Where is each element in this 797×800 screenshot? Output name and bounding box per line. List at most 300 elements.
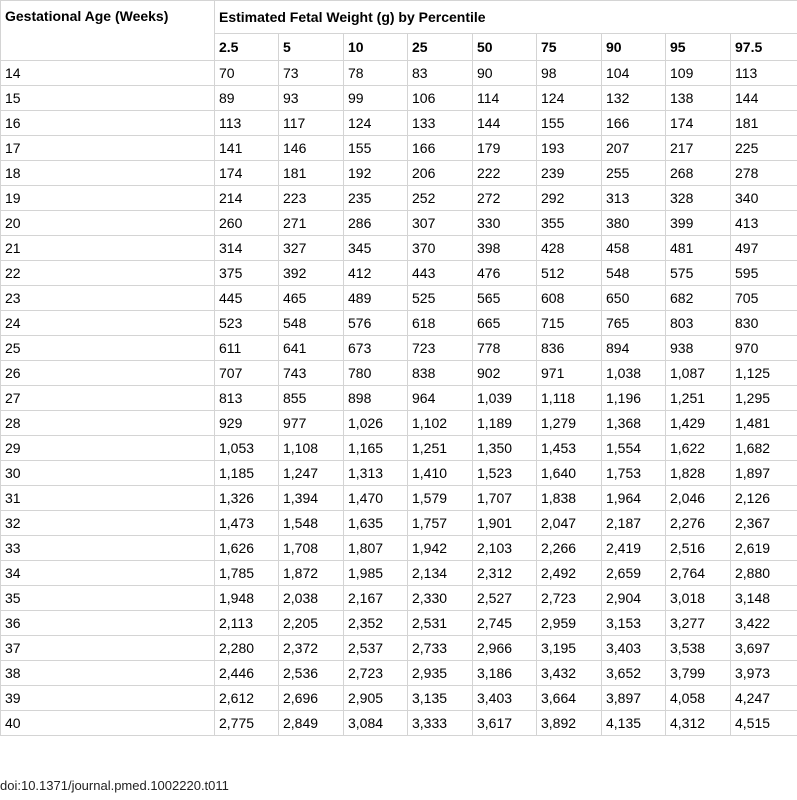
weight-cell: 2,492 bbox=[537, 561, 602, 586]
weight-cell: 1,753 bbox=[602, 461, 666, 486]
weight-cell: 525 bbox=[408, 286, 473, 311]
weight-cell: 117 bbox=[279, 111, 344, 136]
weight-cell: 3,333 bbox=[408, 711, 473, 736]
weight-cell: 155 bbox=[344, 136, 408, 161]
weight-cell: 489 bbox=[344, 286, 408, 311]
weight-cell: 98 bbox=[537, 61, 602, 86]
weight-cell: 2,047 bbox=[537, 511, 602, 536]
percentile-header-cell: 25 bbox=[408, 34, 473, 61]
weight-cell: 1,196 bbox=[602, 386, 666, 411]
weight-cell: 166 bbox=[602, 111, 666, 136]
weight-cell: 2,935 bbox=[408, 661, 473, 686]
weight-cell: 1,635 bbox=[344, 511, 408, 536]
table-row bbox=[1, 111, 797, 136]
weight-cell: 2,619 bbox=[731, 536, 797, 561]
weight-cell: 174 bbox=[215, 161, 279, 186]
weight-cell: 1,108 bbox=[279, 436, 344, 461]
weight-cell: 2,330 bbox=[408, 586, 473, 611]
weight-cell: 1,368 bbox=[602, 411, 666, 436]
weight-cell: 665 bbox=[473, 311, 537, 336]
weight-cell: 2,905 bbox=[344, 686, 408, 711]
weight-cell: 1,682 bbox=[731, 436, 797, 461]
weight-cell: 179 bbox=[473, 136, 537, 161]
weight-cell: 2,038 bbox=[279, 586, 344, 611]
weight-cell: 1,039 bbox=[473, 386, 537, 411]
week-cell: 30 bbox=[1, 461, 215, 486]
table-row bbox=[1, 411, 797, 436]
weight-cell: 1,708 bbox=[279, 536, 344, 561]
weight-cell: 2,266 bbox=[537, 536, 602, 561]
weight-cell: 971 bbox=[537, 361, 602, 386]
weight-cell: 481 bbox=[666, 236, 731, 261]
weight-cell: 109 bbox=[666, 61, 731, 86]
weight-cell: 2,659 bbox=[602, 561, 666, 586]
weight-cell: 1,350 bbox=[473, 436, 537, 461]
weight-cell: 618 bbox=[408, 311, 473, 336]
weight-cell: 399 bbox=[666, 211, 731, 236]
weight-cell: 2,880 bbox=[731, 561, 797, 586]
table-header bbox=[1, 1, 797, 61]
weight-cell: 2,372 bbox=[279, 636, 344, 661]
weight-cell: 3,084 bbox=[344, 711, 408, 736]
weight-cell: 813 bbox=[215, 386, 279, 411]
percentile-header-cell: 10 bbox=[344, 34, 408, 61]
weight-cell: 124 bbox=[537, 86, 602, 111]
weight-cell: 977 bbox=[279, 411, 344, 436]
weight-cell: 4,515 bbox=[731, 711, 797, 736]
weight-cell: 3,403 bbox=[473, 686, 537, 711]
weight-cell: 2,205 bbox=[279, 611, 344, 636]
weight-cell: 328 bbox=[666, 186, 731, 211]
weight-cell: 1,707 bbox=[473, 486, 537, 511]
weight-cell: 2,733 bbox=[408, 636, 473, 661]
table-row bbox=[1, 536, 797, 561]
weight-cell: 2,113 bbox=[215, 611, 279, 636]
weight-cell: 106 bbox=[408, 86, 473, 111]
table-row bbox=[1, 61, 797, 86]
weight-cell: 3,432 bbox=[537, 661, 602, 686]
weight-cell: 1,626 bbox=[215, 536, 279, 561]
gestational-age-header: Gestational Age (Weeks) bbox=[1, 1, 215, 61]
weight-cell: 445 bbox=[215, 286, 279, 311]
weight-cell: 673 bbox=[344, 336, 408, 361]
weight-cell: 1,247 bbox=[279, 461, 344, 486]
weight-cell: 392 bbox=[279, 261, 344, 286]
weight-cell: 938 bbox=[666, 336, 731, 361]
weight-cell: 217 bbox=[666, 136, 731, 161]
weight-cell: 428 bbox=[537, 236, 602, 261]
weight-cell: 548 bbox=[279, 311, 344, 336]
table-row bbox=[1, 236, 797, 261]
weight-cell: 3,018 bbox=[666, 586, 731, 611]
weight-cell: 181 bbox=[279, 161, 344, 186]
table-row bbox=[1, 711, 797, 736]
weight-cell: 3,538 bbox=[666, 636, 731, 661]
weight-cell: 398 bbox=[473, 236, 537, 261]
week-cell: 15 bbox=[1, 86, 215, 111]
weight-cell: 898 bbox=[344, 386, 408, 411]
weight-cell: 458 bbox=[602, 236, 666, 261]
weight-cell: 964 bbox=[408, 386, 473, 411]
week-cell: 16 bbox=[1, 111, 215, 136]
weight-cell: 838 bbox=[408, 361, 473, 386]
weight-cell: 1,872 bbox=[279, 561, 344, 586]
weight-cell: 345 bbox=[344, 236, 408, 261]
weight-cell: 3,892 bbox=[537, 711, 602, 736]
weight-cell: 380 bbox=[602, 211, 666, 236]
weight-cell: 3,897 bbox=[602, 686, 666, 711]
weight-cell: 2,367 bbox=[731, 511, 797, 536]
table-row bbox=[1, 261, 797, 286]
weight-cell: 548 bbox=[602, 261, 666, 286]
weight-cell: 929 bbox=[215, 411, 279, 436]
weight-cell: 2,537 bbox=[344, 636, 408, 661]
weight-cell: 1,125 bbox=[731, 361, 797, 386]
weight-cell: 2,531 bbox=[408, 611, 473, 636]
weight-cell: 2,134 bbox=[408, 561, 473, 586]
weight-cell: 1,118 bbox=[537, 386, 602, 411]
weight-cell: 4,058 bbox=[666, 686, 731, 711]
week-cell: 25 bbox=[1, 336, 215, 361]
weight-cell: 412 bbox=[344, 261, 408, 286]
weight-cell: 855 bbox=[279, 386, 344, 411]
table-row bbox=[1, 86, 797, 111]
weight-cell: 1,523 bbox=[473, 461, 537, 486]
weight-cell: 2,904 bbox=[602, 586, 666, 611]
weight-cell: 1,473 bbox=[215, 511, 279, 536]
weight-cell: 375 bbox=[215, 261, 279, 286]
week-cell: 23 bbox=[1, 286, 215, 311]
weight-cell: 3,195 bbox=[537, 636, 602, 661]
weight-cell: 1,897 bbox=[731, 461, 797, 486]
weight-cell: 133 bbox=[408, 111, 473, 136]
weight-cell: 1,189 bbox=[473, 411, 537, 436]
weight-cell: 1,251 bbox=[408, 436, 473, 461]
week-cell: 38 bbox=[1, 661, 215, 686]
weight-cell: 2,516 bbox=[666, 536, 731, 561]
weight-cell: 1,026 bbox=[344, 411, 408, 436]
weight-cell: 682 bbox=[666, 286, 731, 311]
weight-cell: 1,185 bbox=[215, 461, 279, 486]
weight-cell: 497 bbox=[731, 236, 797, 261]
weight-cell: 3,973 bbox=[731, 661, 797, 686]
weight-cell: 1,102 bbox=[408, 411, 473, 436]
weight-cell: 235 bbox=[344, 186, 408, 211]
weight-cell: 1,807 bbox=[344, 536, 408, 561]
weight-cell: 207 bbox=[602, 136, 666, 161]
percentile-group-header: Estimated Fetal Weight (g) by Percentile bbox=[215, 1, 797, 34]
weight-cell: 2,775 bbox=[215, 711, 279, 736]
weight-cell: 2,312 bbox=[473, 561, 537, 586]
weight-cell: 1,470 bbox=[344, 486, 408, 511]
weight-cell: 1,326 bbox=[215, 486, 279, 511]
weight-cell: 1,757 bbox=[408, 511, 473, 536]
weight-cell: 2,849 bbox=[279, 711, 344, 736]
weight-cell: 2,126 bbox=[731, 486, 797, 511]
weight-cell: 2,959 bbox=[537, 611, 602, 636]
weight-cell: 2,745 bbox=[473, 611, 537, 636]
weight-cell: 73 bbox=[279, 61, 344, 86]
weight-cell: 576 bbox=[344, 311, 408, 336]
week-cell: 27 bbox=[1, 386, 215, 411]
weight-cell: 2,187 bbox=[602, 511, 666, 536]
weight-cell: 2,103 bbox=[473, 536, 537, 561]
doi-caption: doi:10.1371/journal.pmed.1002220.t011 bbox=[0, 778, 229, 793]
table-row bbox=[1, 511, 797, 536]
weight-cell: 3,277 bbox=[666, 611, 731, 636]
weight-cell: 370 bbox=[408, 236, 473, 261]
weight-cell: 138 bbox=[666, 86, 731, 111]
week-cell: 31 bbox=[1, 486, 215, 511]
weight-cell: 1,453 bbox=[537, 436, 602, 461]
weight-cell: 1,313 bbox=[344, 461, 408, 486]
week-cell: 14 bbox=[1, 61, 215, 86]
table-row bbox=[1, 161, 797, 186]
weight-cell: 3,403 bbox=[602, 636, 666, 661]
table-row bbox=[1, 186, 797, 211]
weight-cell: 2,723 bbox=[537, 586, 602, 611]
percentile-header-cell: 90 bbox=[602, 34, 666, 61]
weight-cell: 3,617 bbox=[473, 711, 537, 736]
weight-cell: 778 bbox=[473, 336, 537, 361]
weight-cell: 970 bbox=[731, 336, 797, 361]
weight-cell: 83 bbox=[408, 61, 473, 86]
week-cell: 28 bbox=[1, 411, 215, 436]
weight-cell: 443 bbox=[408, 261, 473, 286]
week-cell: 18 bbox=[1, 161, 215, 186]
weight-cell: 239 bbox=[537, 161, 602, 186]
weight-cell: 1,622 bbox=[666, 436, 731, 461]
weight-cell: 144 bbox=[731, 86, 797, 111]
weight-cell: 705 bbox=[731, 286, 797, 311]
table-row bbox=[1, 361, 797, 386]
percentile-header-cell: 50 bbox=[473, 34, 537, 61]
weight-cell: 2,280 bbox=[215, 636, 279, 661]
weight-cell: 3,186 bbox=[473, 661, 537, 686]
percentile-header-cell: 75 bbox=[537, 34, 602, 61]
weight-cell: 1,279 bbox=[537, 411, 602, 436]
weight-cell: 1,901 bbox=[473, 511, 537, 536]
weight-cell: 340 bbox=[731, 186, 797, 211]
table-row bbox=[1, 661, 797, 686]
weight-cell: 836 bbox=[537, 336, 602, 361]
weight-cell: 2,352 bbox=[344, 611, 408, 636]
weight-cell: 223 bbox=[279, 186, 344, 211]
table-row bbox=[1, 611, 797, 636]
weight-cell: 272 bbox=[473, 186, 537, 211]
weight-cell: 743 bbox=[279, 361, 344, 386]
weight-cell: 93 bbox=[279, 86, 344, 111]
weight-cell: 2,419 bbox=[602, 536, 666, 561]
weight-cell: 1,251 bbox=[666, 386, 731, 411]
weight-cell: 611 bbox=[215, 336, 279, 361]
table-row bbox=[1, 386, 797, 411]
weight-cell: 193 bbox=[537, 136, 602, 161]
weight-cell: 252 bbox=[408, 186, 473, 211]
weight-cell: 2,764 bbox=[666, 561, 731, 586]
weight-cell: 155 bbox=[537, 111, 602, 136]
weight-cell: 3,664 bbox=[537, 686, 602, 711]
weight-cell: 206 bbox=[408, 161, 473, 186]
weight-cell: 255 bbox=[602, 161, 666, 186]
weight-cell: 141 bbox=[215, 136, 279, 161]
weight-cell: 707 bbox=[215, 361, 279, 386]
table-body bbox=[1, 61, 797, 736]
table-row bbox=[1, 586, 797, 611]
weight-cell: 104 bbox=[602, 61, 666, 86]
weight-cell: 327 bbox=[279, 236, 344, 261]
weight-cell: 1,165 bbox=[344, 436, 408, 461]
week-cell: 35 bbox=[1, 586, 215, 611]
weight-cell: 3,652 bbox=[602, 661, 666, 686]
weight-cell: 765 bbox=[602, 311, 666, 336]
weight-cell: 803 bbox=[666, 311, 731, 336]
weight-cell: 222 bbox=[473, 161, 537, 186]
weight-cell: 4,247 bbox=[731, 686, 797, 711]
weight-cell: 313 bbox=[602, 186, 666, 211]
weight-cell: 89 bbox=[215, 86, 279, 111]
header-row-top bbox=[1, 1, 797, 34]
weight-cell: 1,942 bbox=[408, 536, 473, 561]
weight-cell: 1,038 bbox=[602, 361, 666, 386]
weight-cell: 99 bbox=[344, 86, 408, 111]
table-row bbox=[1, 336, 797, 361]
weight-cell: 3,697 bbox=[731, 636, 797, 661]
weight-cell: 268 bbox=[666, 161, 731, 186]
weight-cell: 4,312 bbox=[666, 711, 731, 736]
table-row bbox=[1, 461, 797, 486]
weight-cell: 1,640 bbox=[537, 461, 602, 486]
week-cell: 26 bbox=[1, 361, 215, 386]
percentile-header-cell: 95 bbox=[666, 34, 731, 61]
week-cell: 19 bbox=[1, 186, 215, 211]
weight-cell: 608 bbox=[537, 286, 602, 311]
weight-cell: 476 bbox=[473, 261, 537, 286]
weight-cell: 1,429 bbox=[666, 411, 731, 436]
weight-cell: 723 bbox=[408, 336, 473, 361]
weight-cell: 124 bbox=[344, 111, 408, 136]
weight-cell: 1,394 bbox=[279, 486, 344, 511]
weight-cell: 650 bbox=[602, 286, 666, 311]
weight-cell: 1,948 bbox=[215, 586, 279, 611]
week-cell: 22 bbox=[1, 261, 215, 286]
weight-cell: 565 bbox=[473, 286, 537, 311]
week-cell: 24 bbox=[1, 311, 215, 336]
weight-cell: 278 bbox=[731, 161, 797, 186]
weight-cell: 146 bbox=[279, 136, 344, 161]
weight-cell: 113 bbox=[731, 61, 797, 86]
weight-cell: 715 bbox=[537, 311, 602, 336]
weight-cell: 2,723 bbox=[344, 661, 408, 686]
weight-cell: 830 bbox=[731, 311, 797, 336]
weight-cell: 1,579 bbox=[408, 486, 473, 511]
week-cell: 37 bbox=[1, 636, 215, 661]
weight-cell: 192 bbox=[344, 161, 408, 186]
weight-cell: 3,135 bbox=[408, 686, 473, 711]
weight-cell: 641 bbox=[279, 336, 344, 361]
weight-cell: 90 bbox=[473, 61, 537, 86]
weight-cell: 174 bbox=[666, 111, 731, 136]
weight-cell: 1,295 bbox=[731, 386, 797, 411]
table-row bbox=[1, 311, 797, 336]
table-row bbox=[1, 211, 797, 236]
table-row bbox=[1, 286, 797, 311]
weight-cell: 113 bbox=[215, 111, 279, 136]
weight-cell: 292 bbox=[537, 186, 602, 211]
weight-cell: 70 bbox=[215, 61, 279, 86]
weight-cell: 3,148 bbox=[731, 586, 797, 611]
weight-cell: 2,696 bbox=[279, 686, 344, 711]
table-row bbox=[1, 136, 797, 161]
weight-cell: 1,053 bbox=[215, 436, 279, 461]
week-cell: 34 bbox=[1, 561, 215, 586]
weight-cell: 132 bbox=[602, 86, 666, 111]
weight-cell: 314 bbox=[215, 236, 279, 261]
weight-cell: 894 bbox=[602, 336, 666, 361]
table-row bbox=[1, 436, 797, 461]
weight-cell: 2,612 bbox=[215, 686, 279, 711]
weight-cell: 307 bbox=[408, 211, 473, 236]
weight-cell: 114 bbox=[473, 86, 537, 111]
weight-cell: 523 bbox=[215, 311, 279, 336]
weight-cell: 78 bbox=[344, 61, 408, 86]
weight-cell: 1,087 bbox=[666, 361, 731, 386]
weight-cell: 2,966 bbox=[473, 636, 537, 661]
weight-cell: 144 bbox=[473, 111, 537, 136]
weight-cell: 181 bbox=[731, 111, 797, 136]
weight-cell: 355 bbox=[537, 211, 602, 236]
weight-cell: 330 bbox=[473, 211, 537, 236]
week-cell: 33 bbox=[1, 536, 215, 561]
weight-cell: 1,828 bbox=[666, 461, 731, 486]
week-cell: 39 bbox=[1, 686, 215, 711]
percentile-header-cell: 97.5 bbox=[731, 34, 797, 61]
week-cell: 20 bbox=[1, 211, 215, 236]
weight-cell: 575 bbox=[666, 261, 731, 286]
weight-cell: 260 bbox=[215, 211, 279, 236]
weight-cell: 1,481 bbox=[731, 411, 797, 436]
weight-cell: 1,548 bbox=[279, 511, 344, 536]
week-cell: 29 bbox=[1, 436, 215, 461]
weight-cell: 214 bbox=[215, 186, 279, 211]
weight-cell: 225 bbox=[731, 136, 797, 161]
weight-cell: 4,135 bbox=[602, 711, 666, 736]
percentile-header-cell: 5 bbox=[279, 34, 344, 61]
week-cell: 32 bbox=[1, 511, 215, 536]
weight-cell: 1,964 bbox=[602, 486, 666, 511]
weight-cell: 2,446 bbox=[215, 661, 279, 686]
weight-cell: 512 bbox=[537, 261, 602, 286]
weight-cell: 1,985 bbox=[344, 561, 408, 586]
weight-cell: 2,536 bbox=[279, 661, 344, 686]
week-cell: 17 bbox=[1, 136, 215, 161]
weight-cell: 2,527 bbox=[473, 586, 537, 611]
weight-cell: 1,410 bbox=[408, 461, 473, 486]
weight-cell: 2,046 bbox=[666, 486, 731, 511]
table-row bbox=[1, 486, 797, 511]
week-cell: 21 bbox=[1, 236, 215, 261]
table-row bbox=[1, 686, 797, 711]
weight-cell: 1,785 bbox=[215, 561, 279, 586]
table-row bbox=[1, 561, 797, 586]
weight-cell: 3,153 bbox=[602, 611, 666, 636]
weight-cell: 413 bbox=[731, 211, 797, 236]
weight-cell: 2,167 bbox=[344, 586, 408, 611]
weight-cell: 166 bbox=[408, 136, 473, 161]
week-cell: 36 bbox=[1, 611, 215, 636]
weight-cell: 902 bbox=[473, 361, 537, 386]
table-row bbox=[1, 636, 797, 661]
